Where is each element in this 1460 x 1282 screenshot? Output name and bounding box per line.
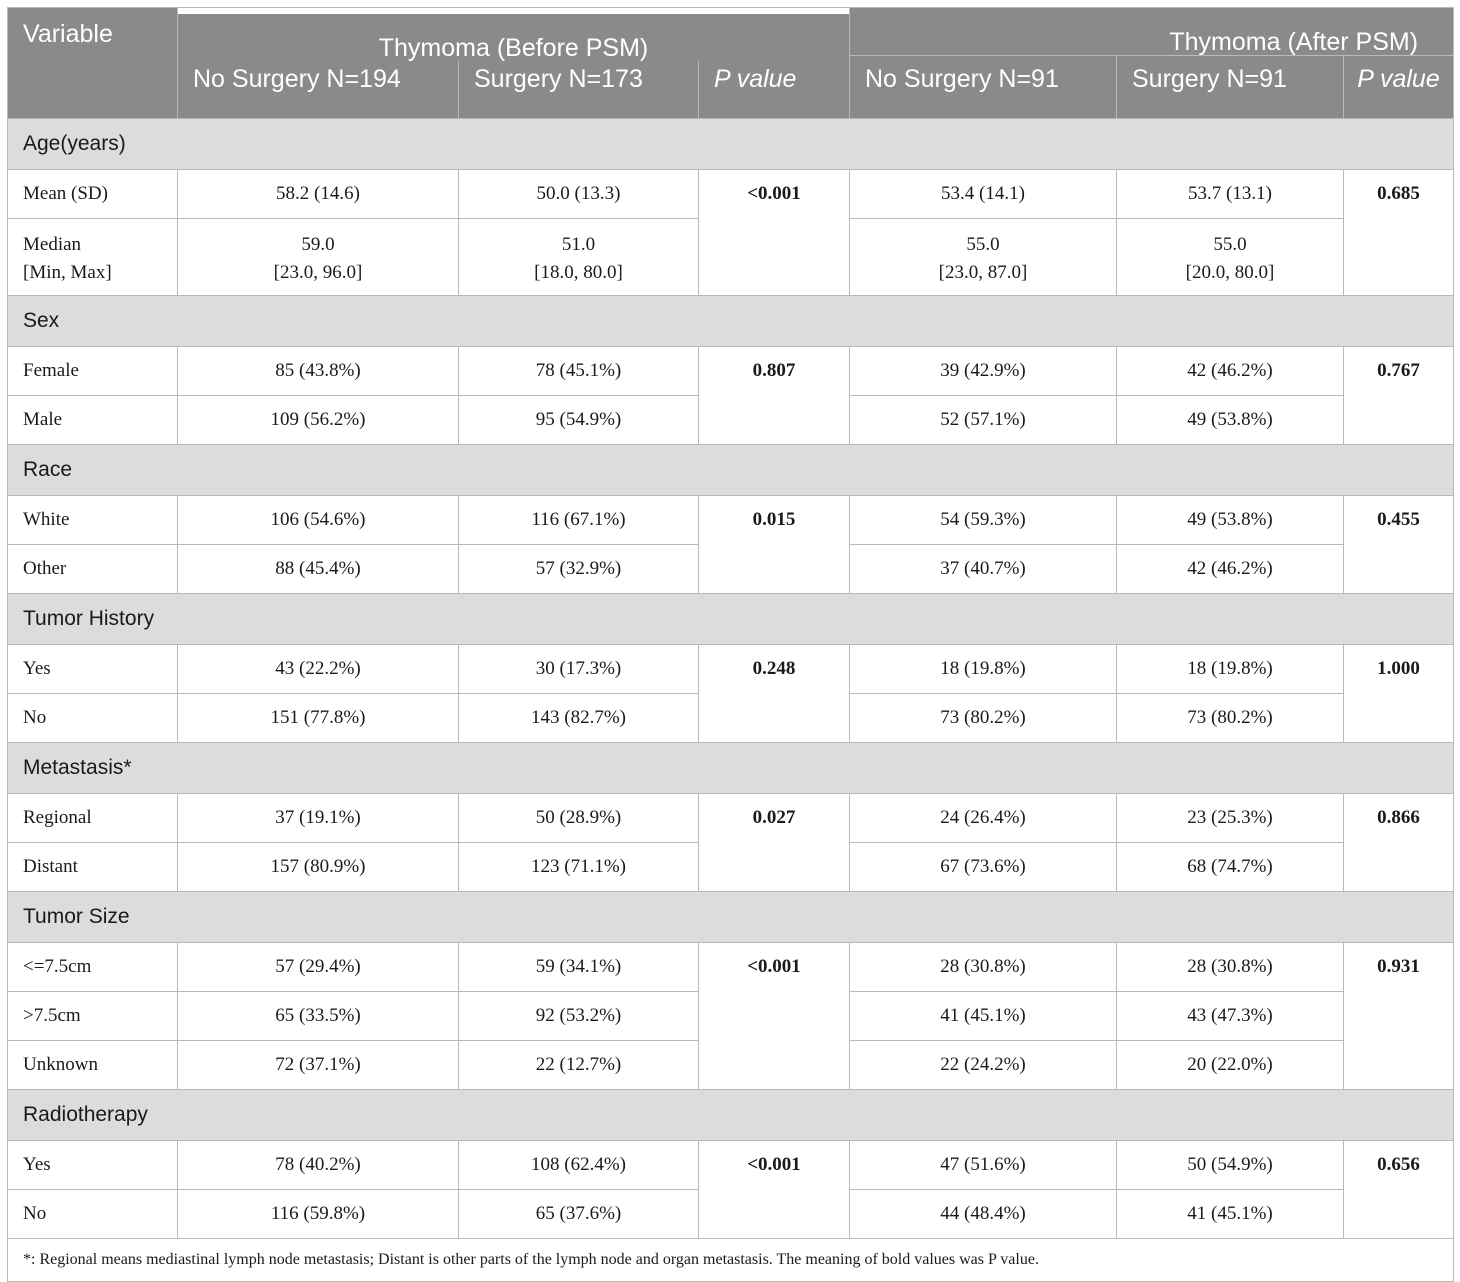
before-no-surgery-cell — [178, 346, 459, 395]
after-surgery-cell — [1117, 346, 1344, 395]
after-no-surgery-cell-line1: 53.4 (14.1) — [941, 182, 1025, 204]
section-title: Age(years) — [8, 118, 1454, 169]
section-title: Tumor History — [8, 593, 1454, 644]
before-no-surgery-cell-line1: 57 (29.4%) — [275, 955, 361, 977]
footnote-row — [8, 1238, 1454, 1281]
section-row — [8, 891, 1454, 942]
after-no-surgery-cell-line1: 52 (57.1%) — [940, 408, 1026, 430]
after-no-surgery-cell — [850, 495, 1117, 544]
before-surgery-cell-line1: 22 (12.7%) — [535, 1053, 622, 1075]
after-surgery-cell-line1: 49 (53.8%) — [1187, 408, 1273, 430]
before-surgery-cell-line1: 108 (62.4%) — [531, 1153, 626, 1175]
table-row — [8, 644, 1454, 693]
after-no-surgery-cell — [850, 842, 1117, 891]
after-surgery-cell-line1: 42 (46.2%) — [1187, 557, 1273, 579]
before-p-value-cell: <0.001 — [699, 942, 850, 1089]
after-surgery-cell — [1117, 1189, 1344, 1238]
after-no-surgery-cell-line1: 18 (19.8%) — [940, 657, 1026, 679]
before-no-surgery-cell — [178, 1140, 459, 1189]
after-no-surgery-cell — [850, 395, 1117, 444]
table-row — [8, 495, 1454, 544]
before-no-surgery-cell-line1: 116 (59.8%) — [270, 1202, 366, 1224]
after-surgery-cell-line1: 73 (80.2%) — [1187, 706, 1273, 728]
after-p-value-cell: 0.455 — [1344, 495, 1454, 593]
after-no-surgery-cell — [850, 942, 1117, 991]
row-label — [8, 991, 178, 1040]
row-label — [8, 169, 178, 218]
before-surgery-cell — [459, 793, 699, 842]
before-surgery-header: Surgery N=173 — [459, 55, 699, 118]
before-surgery-cell-line1: 95 (54.9%) — [535, 408, 622, 430]
row-label — [8, 942, 178, 991]
after-surgery-cell-line1: 49 (53.8%) — [1187, 508, 1273, 530]
before-surgery-cell-line1: 123 (71.1%) — [531, 855, 626, 877]
after-no-surgery-cell — [850, 1040, 1117, 1089]
row-label-line2: [Min, Max] — [23, 261, 112, 283]
table-row — [8, 942, 1454, 991]
row-label — [8, 644, 178, 693]
table-row — [8, 793, 1454, 842]
footnote: *: Regional means mediastinal lymph node metastasis; Distant is other parts of the lymph node and organ metastasis. The meaning of bold values was P value. — [8, 1238, 1454, 1281]
before-surgery-cell — [459, 218, 699, 295]
row-label — [8, 1189, 178, 1238]
before-p-value-cell: 0.015 — [699, 495, 850, 593]
after-surgery-cell-line1: 18 (19.8%) — [1187, 657, 1273, 679]
row-label — [8, 1040, 178, 1089]
before-no-surgery-cell-line2: [23.0, 96.0] — [273, 261, 363, 283]
before-p-value-cell: 0.248 — [699, 644, 850, 742]
row-label-line1: Mean (SD) — [23, 182, 108, 204]
before-no-surgery-cell-line1: 58.2 (14.6) — [276, 182, 360, 204]
before-no-surgery-cell-line1: 106 (54.6%) — [270, 508, 366, 530]
before-no-surgery-cell — [178, 942, 459, 991]
before-no-surgery-cell-line1: 72 (37.1%) — [275, 1053, 361, 1075]
row-label — [8, 842, 178, 891]
before-no-surgery-cell — [178, 395, 459, 444]
after-surgery-cell-line2: [20.0, 80.0] — [1185, 261, 1275, 283]
row-label-line1: No — [23, 1202, 47, 1224]
after-surgery-cell-line1: 23 (25.3%) — [1187, 806, 1273, 828]
table-row — [8, 346, 1454, 395]
section-title: Tumor Size — [8, 891, 1454, 942]
row-label — [8, 544, 178, 593]
before-p-value-cell: <0.001 — [699, 1140, 850, 1238]
row-label — [8, 395, 178, 444]
section-title: Radiotherapy — [8, 1089, 1454, 1140]
before-no-surgery-cell — [178, 991, 459, 1040]
after-no-surgery-cell-line1: 41 (45.1%) — [940, 1004, 1026, 1026]
variable-header: Variable — [8, 8, 178, 56]
before-p-value-cell: 0.807 — [699, 346, 850, 444]
row-label — [8, 793, 178, 842]
before-surgery-cell-line1: 50 (28.9%) — [535, 806, 622, 828]
after-no-surgery-cell-line1: 39 (42.9%) — [940, 359, 1026, 381]
row-label-line1: >7.5cm — [23, 1004, 81, 1026]
after-surgery-cell — [1117, 495, 1344, 544]
after-p-value-cell: 0.767 — [1344, 346, 1454, 444]
after-surgery-cell-line1: 20 (22.0%) — [1187, 1053, 1273, 1075]
section-row — [8, 1089, 1454, 1140]
row-label — [8, 346, 178, 395]
section-row — [8, 742, 1454, 793]
after-surgery-cell-line1: 28 (30.8%) — [1187, 955, 1273, 977]
before-no-surgery-cell — [178, 793, 459, 842]
before-no-surgery-cell-line1: 65 (33.5%) — [275, 1004, 361, 1026]
after-surgery-cell-line1: 55.0 — [1213, 233, 1247, 255]
after-no-surgery-cell — [850, 1140, 1117, 1189]
row-label-line1: Regional — [23, 806, 92, 828]
row-label — [8, 1140, 178, 1189]
after-surgery-cell-line1: 42 (46.2%) — [1187, 359, 1273, 381]
after-no-surgery-cell-line1: 22 (24.2%) — [940, 1053, 1026, 1075]
before-surgery-cell-line1: 116 (67.1%) — [531, 508, 626, 530]
before-surgery-cell-line1: 143 (82.7%) — [531, 706, 626, 728]
after-surgery-cell-line1: 68 (74.7%) — [1187, 855, 1273, 877]
before-surgery-cell-line1: 30 (17.3%) — [535, 657, 622, 679]
before-surgery-cell — [459, 395, 699, 444]
after-no-surgery-cell — [850, 346, 1117, 395]
after-p-value-cell: 0.931 — [1344, 942, 1454, 1089]
after-surgery-cell-line1: 50 (54.9%) — [1187, 1153, 1273, 1175]
before-no-surgery-cell-line1: 37 (19.1%) — [275, 806, 361, 828]
after-no-surgery-cell — [850, 991, 1117, 1040]
before-no-surgery-cell — [178, 644, 459, 693]
after-p-value-cell: 0.685 — [1344, 169, 1454, 295]
after-no-surgery-cell — [850, 793, 1117, 842]
before-surgery-cell — [459, 991, 699, 1040]
after-p-value-cell: 0.656 — [1344, 1140, 1454, 1238]
after-surgery-cell — [1117, 991, 1344, 1040]
after-no-surgery-cell-line1: 47 (51.6%) — [940, 1153, 1026, 1175]
after-surgery-cell-line1: 43 (47.3%) — [1187, 1004, 1273, 1026]
after-no-surgery-cell-line1: 24 (26.4%) — [940, 806, 1026, 828]
after-p-value-cell: 0.866 — [1344, 793, 1454, 891]
before-surgery-cell — [459, 942, 699, 991]
after-no-surgery-cell — [850, 644, 1117, 693]
after-no-surgery-cell — [850, 218, 1117, 295]
after-no-surgery-cell-line1: 28 (30.8%) — [940, 955, 1026, 977]
before-surgery-cell-line1: 51.0 — [561, 233, 596, 255]
before-surgery-cell — [459, 842, 699, 891]
before-no-surgery-header: No Surgery N=194 — [178, 55, 459, 118]
before-no-surgery-cell-line1: 59.0 — [301, 233, 335, 255]
row-label-line1: Unknown — [23, 1053, 98, 1075]
row-label-line1: Other — [23, 557, 67, 579]
before-surgery-cell — [459, 495, 699, 544]
before-p-value-cell: 0.027 — [699, 793, 850, 891]
section-row — [8, 444, 1454, 495]
before-surgery-cell-line1: 78 (45.1%) — [535, 359, 622, 381]
before-no-surgery-cell — [178, 1040, 459, 1089]
before-surgery-cell-line1: 92 (53.2%) — [535, 1004, 622, 1026]
after-no-surgery-cell-line2: [23.0, 87.0] — [938, 261, 1028, 283]
row-label — [8, 218, 178, 295]
before-surgery-cell-line1: 65 (37.6%) — [535, 1202, 622, 1224]
before-surgery-cell-line1: 57 (32.9%) — [535, 557, 622, 579]
group-before-psm-header: Thymoma (Before PSM) — [178, 14, 850, 62]
after-surgery-cell-line1: 41 (45.1%) — [1187, 1202, 1273, 1224]
after-no-surgery-cell — [850, 169, 1117, 218]
after-no-surgery-cell-line1: 55.0 — [966, 233, 1000, 255]
row-label-line1: Yes — [23, 657, 51, 679]
row-label — [8, 495, 178, 544]
after-surgery-cell — [1117, 544, 1344, 593]
before-no-surgery-cell-line1: 78 (40.2%) — [275, 1153, 361, 1175]
row-label-line1: <=7.5cm — [23, 955, 92, 977]
header-row-columns — [8, 55, 1454, 118]
after-no-surgery-cell-line1: 37 (40.7%) — [940, 557, 1026, 579]
after-surgery-cell — [1117, 793, 1344, 842]
section-title: Sex — [8, 295, 1454, 346]
section-row — [8, 118, 1454, 169]
after-no-surgery-cell — [850, 1189, 1117, 1238]
before-surgery-cell — [459, 1040, 699, 1089]
before-no-surgery-cell — [178, 842, 459, 891]
after-no-surgery-cell-line1: 44 (48.4%) — [940, 1202, 1026, 1224]
before-surgery-cell-line1: 50.0 (13.3) — [536, 182, 621, 204]
row-label-line1: Yes — [23, 1153, 51, 1175]
before-no-surgery-cell-line1: 88 (45.4%) — [275, 557, 361, 579]
header-row-groups — [8, 8, 1454, 56]
after-no-surgery-cell — [850, 544, 1117, 593]
after-surgery-cell-line1: 53.7 (13.1) — [1188, 182, 1272, 204]
row-label-line1: White — [23, 508, 70, 530]
baseline-characteristics-table — [7, 7, 1454, 1282]
before-no-surgery-cell — [178, 495, 459, 544]
before-surgery-cell-line1: 59 (34.1%) — [535, 955, 622, 977]
after-surgery-header: Surgery N=91 — [1117, 55, 1344, 118]
before-surgery-cell — [459, 346, 699, 395]
before-no-surgery-cell-line1: 43 (22.2%) — [275, 657, 361, 679]
before-p-value-header: P value — [699, 55, 850, 118]
before-no-surgery-cell — [178, 218, 459, 295]
before-surgery-cell — [459, 169, 699, 218]
before-surgery-cell — [459, 1189, 699, 1238]
after-surgery-cell — [1117, 1040, 1344, 1089]
section-row — [8, 593, 1454, 644]
before-surgery-cell — [459, 693, 699, 742]
after-no-surgery-cell — [850, 693, 1117, 742]
row-label-line1: Median — [23, 233, 82, 255]
after-surgery-cell — [1117, 842, 1344, 891]
before-no-surgery-cell — [178, 169, 459, 218]
before-no-surgery-cell-line1: 85 (43.8%) — [275, 359, 361, 381]
table-row — [8, 169, 1454, 218]
after-surgery-cell — [1117, 395, 1344, 444]
before-no-surgery-cell-line1: 157 (80.9%) — [270, 855, 366, 877]
before-surgery-cell — [459, 544, 699, 593]
before-surgery-cell — [459, 644, 699, 693]
before-no-surgery-cell — [178, 544, 459, 593]
section-title: Race — [8, 444, 1454, 495]
table-row — [8, 1140, 1454, 1189]
section-title: Metastasis* — [8, 742, 1454, 793]
after-surgery-cell — [1117, 169, 1344, 218]
after-no-surgery-cell-line1: 67 (73.6%) — [940, 855, 1026, 877]
after-surgery-cell — [1117, 942, 1344, 991]
group-after-psm-header: Thymoma (After PSM) — [850, 8, 1454, 56]
before-p-value-cell: <0.001 — [699, 169, 850, 295]
after-p-value-cell: 1.000 — [1344, 644, 1454, 742]
row-label-line1: Female — [23, 359, 79, 381]
row-label — [8, 693, 178, 742]
after-surgery-cell — [1117, 218, 1344, 295]
row-label-line1: Male — [23, 408, 63, 430]
before-surgery-cell-line2: [18.0, 80.0] — [534, 261, 623, 283]
before-no-surgery-cell-line1: 151 (77.8%) — [270, 706, 366, 728]
after-surgery-cell — [1117, 644, 1344, 693]
variable-header-spacer — [8, 55, 178, 118]
after-no-surgery-cell-line1: 73 (80.2%) — [940, 706, 1026, 728]
after-surgery-cell — [1117, 1140, 1344, 1189]
after-p-value-header: P value — [1344, 55, 1454, 118]
before-surgery-cell — [459, 1140, 699, 1189]
row-label-line1: No — [23, 706, 47, 728]
before-no-surgery-cell — [178, 693, 459, 742]
after-surgery-cell — [1117, 693, 1344, 742]
row-label-line1: Distant — [23, 855, 78, 877]
before-no-surgery-cell — [178, 1189, 459, 1238]
section-row — [8, 295, 1454, 346]
after-no-surgery-cell-line1: 54 (59.3%) — [940, 508, 1026, 530]
before-no-surgery-cell-line1: 109 (56.2%) — [270, 408, 366, 430]
after-no-surgery-header: No Surgery N=91 — [850, 55, 1117, 118]
